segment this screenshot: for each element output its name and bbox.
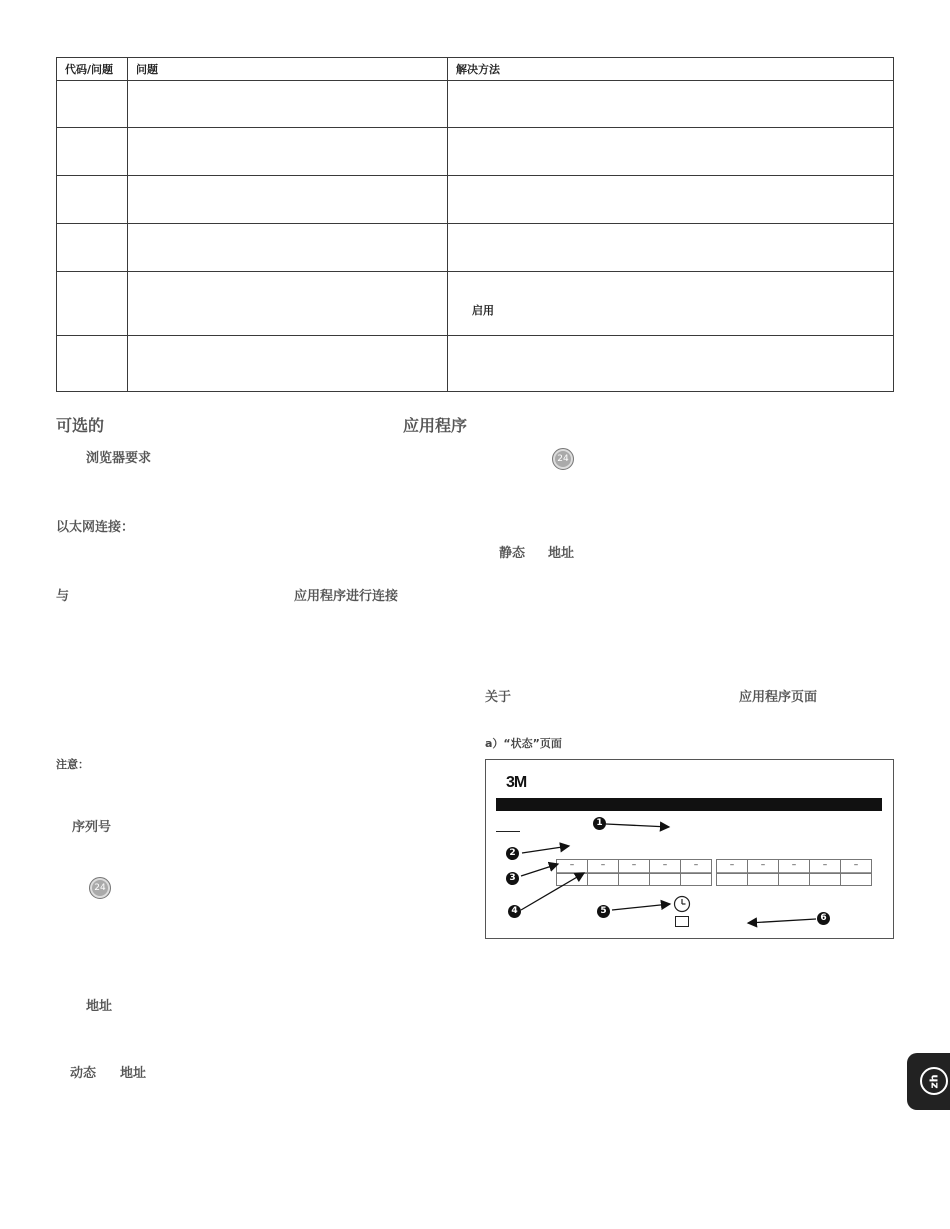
static-address-label: 地址 [548, 546, 575, 561]
table-row [57, 81, 894, 128]
table-row [57, 272, 894, 336]
table-cell [128, 176, 448, 224]
grid-cell: – [588, 860, 618, 873]
enable-text: 启用 [472, 304, 494, 317]
callout-3: 3 [506, 872, 519, 885]
serial-number: 序列号 [72, 820, 112, 835]
language-badge: zh [920, 1067, 948, 1095]
table-cell [448, 176, 894, 224]
grid-cell: – [557, 860, 587, 873]
grid-cell: – [841, 860, 871, 873]
table-cell [128, 128, 448, 176]
grid-cell: – [810, 860, 840, 873]
grid-cell: – [748, 860, 778, 873]
language-tab [907, 1053, 950, 1110]
grid-cell: – [779, 860, 809, 873]
table-row [57, 128, 894, 176]
header-problem: 问题 [128, 58, 448, 81]
dynamic-address-label: 地址 [120, 1066, 147, 1081]
callout-4: 4 [508, 905, 521, 918]
table-cell [57, 176, 128, 224]
dynamic-label: 动态 [70, 1066, 97, 1081]
callout-arrows [486, 760, 893, 938]
header-code: 代码/问题 [57, 58, 128, 81]
table-cell [448, 224, 894, 272]
table-cell [448, 272, 894, 336]
table-cell [448, 336, 894, 392]
table-cell [57, 272, 128, 336]
table-row [57, 224, 894, 272]
grid-cell: – [650, 860, 680, 873]
table-cell [128, 272, 448, 336]
grid-cell: – [619, 860, 649, 873]
table-cell [57, 128, 128, 176]
table-cell [57, 224, 128, 272]
table-cell [128, 336, 448, 392]
3m-logo: 3M [506, 774, 527, 791]
status-page-figure [485, 759, 894, 939]
table-header-row [57, 58, 894, 81]
table-cell [57, 81, 128, 128]
address-label: 地址 [86, 999, 113, 1014]
troubleshooting-table [56, 57, 894, 392]
app-page-label: 应用程序页面 [739, 690, 818, 705]
header-solution: 解决方法 [448, 58, 894, 81]
table-cell [448, 81, 894, 128]
app-heading: 应用程序 [403, 416, 468, 435]
callout-1: 1 [593, 817, 606, 830]
grid-cell: – [717, 860, 747, 873]
grid-cell: – [681, 860, 711, 873]
browser-requirements: 浏览器要求 [86, 451, 152, 466]
clock-24-icon: 24 [552, 448, 574, 470]
table-cell [57, 336, 128, 392]
table-cell [448, 128, 894, 176]
about-label: 关于 [485, 690, 512, 705]
optional-heading: 可选的 [56, 416, 105, 435]
callout-5: 5 [597, 905, 610, 918]
table-row [57, 176, 894, 224]
ethernet-connection: 以太网连接： [56, 520, 135, 535]
table-cell [128, 224, 448, 272]
callout-2: 2 [506, 847, 519, 860]
connect-with-label: 与 [56, 589, 70, 604]
note-label: 注意： [56, 758, 89, 771]
clock-24-icon: 24 [89, 877, 111, 899]
status-page-label: a）“状态”页面 [485, 737, 562, 750]
callout-6: 6 [817, 912, 830, 925]
connect-app-label: 应用程序进行连接 [294, 589, 399, 604]
static-label: 静态 [499, 546, 526, 561]
table-cell [128, 81, 448, 128]
table-row [57, 336, 894, 392]
